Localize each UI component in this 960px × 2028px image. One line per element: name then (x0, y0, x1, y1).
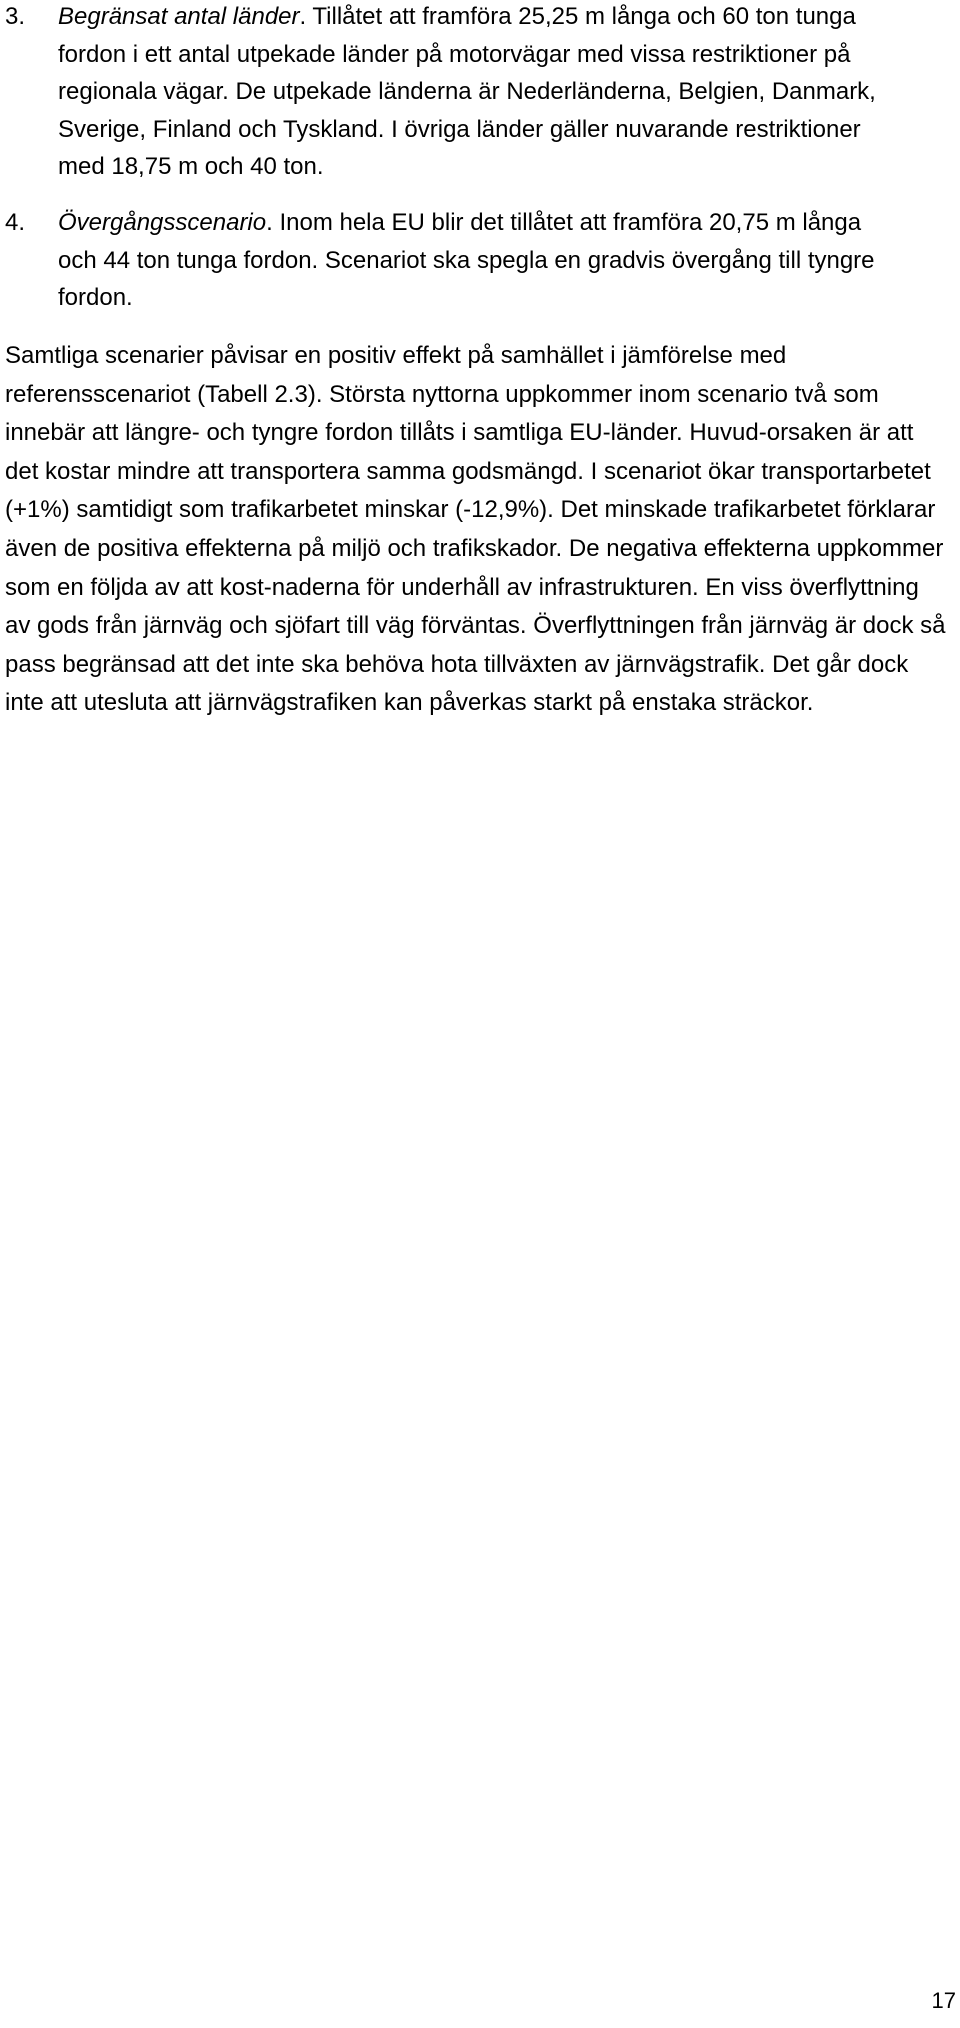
list-item-title: Begränsat antal länder (58, 3, 300, 30)
list-item-3 (0, 0, 900, 186)
page-number: 17 (931, 1988, 956, 2013)
list-item-body (58, 0, 900, 186)
body-paragraph: Samtliga scenarier påvisar en positiv effekt på samhället i jämförelse med referensscenariot (Tabell 2.3). Största nyttorna uppkommer inom scenario två som innebär att längre- och tyngre fordon tillåts i samtliga EU-länder. Huvud-orsaken är att det kostar mindre att transportera samma godsmängd. I scenariot ökar transportarbetet (+1%) samtidigt som trafikarbetet minskar (-12,9%). Det minskade trafikarbetet förklarar även de positiva effekterna på miljö och trafikskador. De negativa effekterna uppkommer som en följda av att kost-naderna för underhåll av infrastrukturen. En viss överflyttning av gods från järnväg och sjöfart till väg förväntas. Överflyttningen från järnväg är dock så pass begränsad att det inte ska behöva hota tillväxten av järnvägstrafik. Det går dock inte att utesluta att järnvägstrafiken kan påverkas starkt på enstaka sträckor. (5, 342, 946, 717)
list-item-text: . Inom hela EU blir det tillåtet att framföra 20,75 m långa och 44 ton tunga fordon. Scenariot ska spegla en gradvis övergång till tyngre fordon. (58, 209, 875, 311)
list-item-number: 4. (5, 209, 26, 236)
list-item-body (58, 204, 900, 317)
list-item-text: . Tillåtet att framföra 25,25 m långa och 60 ton tunga fordon i ett antal utpekade länder på motorvägar med vissa restriktioner på regionala vägar. De utpekade länderna är Nederländerna, Belgien, Danmark, Sverige, Finland och Tyskland. I övriga länder gäller nuvarande restriktioner med 18,75 m och 40 ton. (58, 3, 876, 180)
list-item-4 (0, 204, 900, 317)
list-item-number: 3. (5, 3, 26, 30)
list-item-title: Övergångsscenario (58, 209, 267, 236)
